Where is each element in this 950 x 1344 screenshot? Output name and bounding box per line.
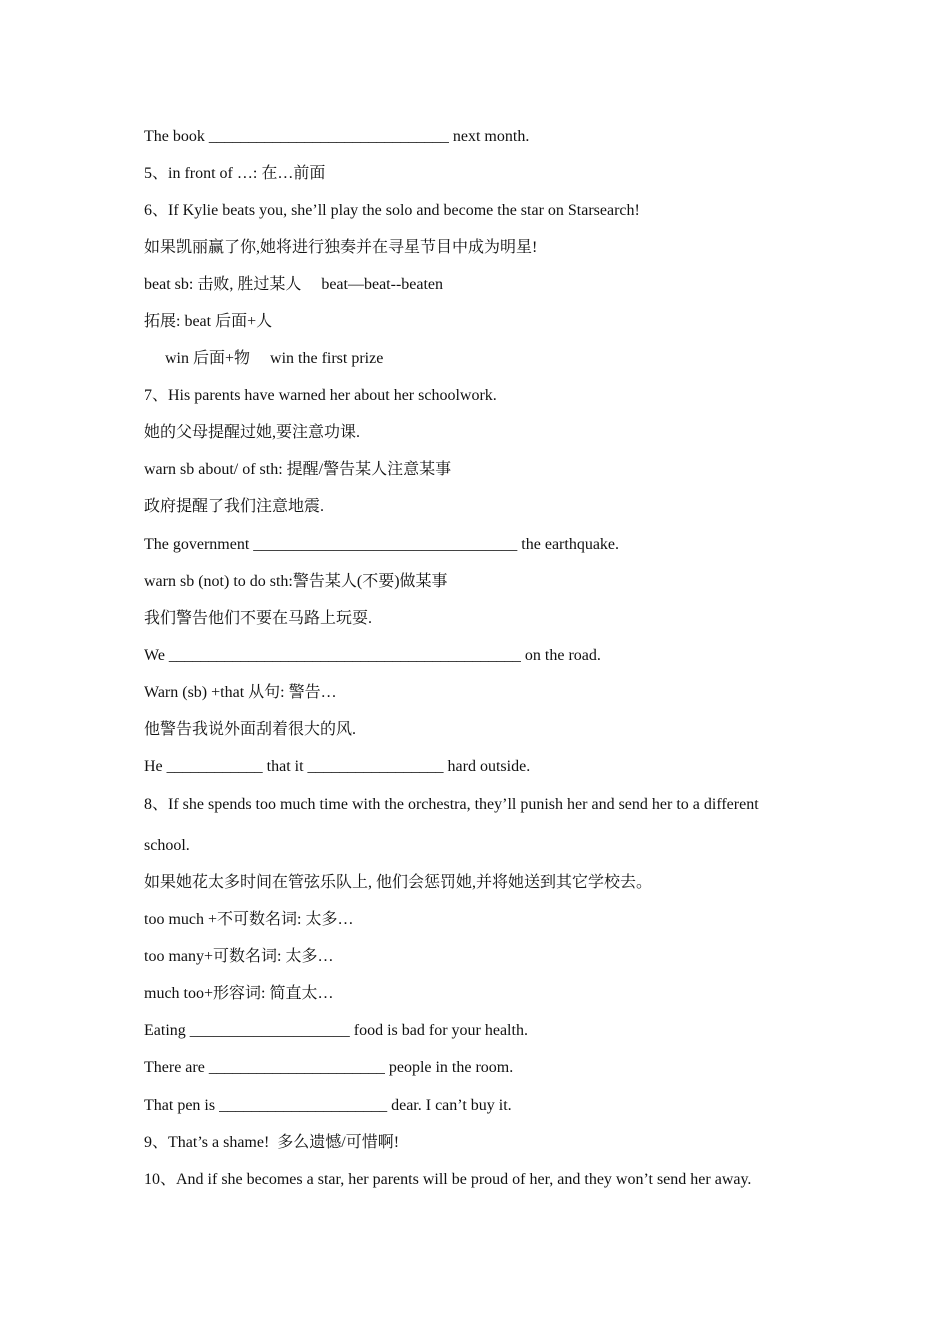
exercise-line: The government _________________________________ the earthquake. (144, 536, 620, 553)
note-line: warn sb (not) to do sth:警告某人(不要)做某事 (144, 573, 448, 590)
item-heading: 9、That’s a shame! 多么遗憾/可惜啊! (144, 1134, 400, 1151)
item-heading: 6、If Kylie beats you, she’ll play the solo and become the star on Starsearch! (144, 202, 640, 219)
translation-line: 她的父母提醒过她,要注意功课. (144, 424, 361, 441)
exercise-line: That pen is _____________________ dear. I can’t buy it. (144, 1097, 512, 1114)
exercise-line: He ____________ that it _________________ hard outside. (144, 758, 531, 775)
translation-line: 政府提醒了我们注意地震. (144, 498, 325, 515)
note-line: warn sb about/ of sth: 提醒/警告某人注意某事 (144, 461, 452, 478)
note-line: win 后面+物 win the first prize (165, 350, 384, 367)
exercise-line: There are ______________________ people in the room. (144, 1059, 514, 1076)
translation-line: 如果她花太多时间在管弦乐队上, 他们会惩罚她,并将她送到其它学校去。 (144, 874, 653, 891)
note-line: beat sb: 击败, 胜过某人 beat—beat--beaten (144, 276, 444, 293)
translation-line: 我们警告他们不要在马路上玩耍. (144, 610, 373, 627)
exercise-line: The book ______________________________ next month. (144, 128, 530, 145)
note-line: much too+形容词: 简直太… (144, 985, 334, 1002)
item-heading-continuation: school. (144, 837, 190, 854)
item-heading: 10、And if she becomes a star, her parents will be proud of her, and they won’t send her away. (144, 1171, 752, 1188)
translation-line: 他警告我说外面刮着很大的风. (144, 721, 357, 738)
item-heading: 8、If she spends too much time with the orchestra, they’ll punish her and send her to a different (144, 796, 759, 813)
note-line: 拓展: beat 后面+人 (144, 313, 273, 330)
note-line: Warn (sb) +that 从句: 警告… (144, 684, 337, 701)
note-line: too many+可数名词: 太多… (144, 948, 334, 965)
item-heading: 7、His parents have warned her about her schoolwork. (144, 387, 497, 404)
note-line: too much +不可数名词: 太多… (144, 911, 354, 928)
exercise-line: Eating ____________________ food is bad for your health. (144, 1022, 528, 1039)
item-heading: 5、in front of …: 在…前面 (144, 165, 326, 182)
translation-line: 如果凯丽赢了你,她将进行独奏并在寻星节目中成为明星! (144, 239, 538, 256)
exercise-line: We ____________________________________________ on the road. (144, 647, 601, 664)
